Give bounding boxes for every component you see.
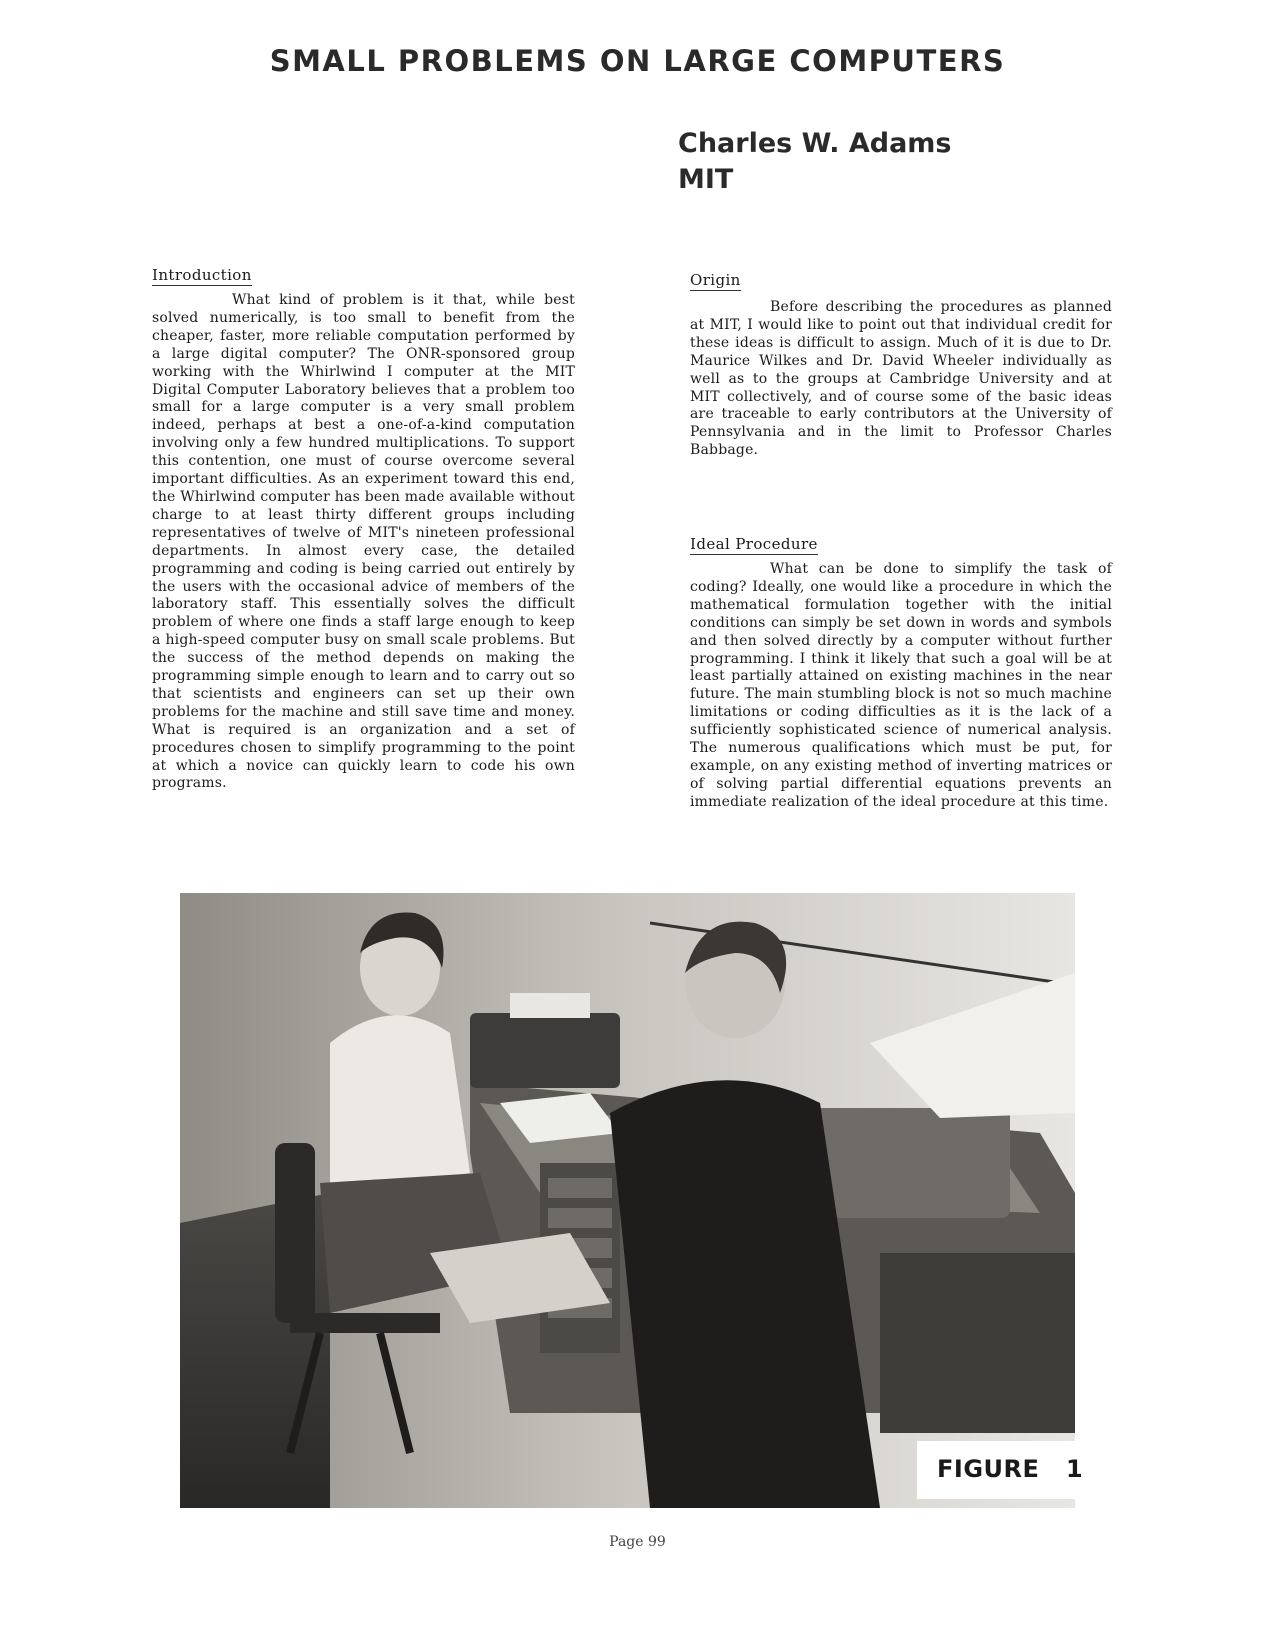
origin-paragraph: Before describing the procedures as planned at MIT, I would like to point out that individual credit for these ideas is difficult to assign. Much of it is due to Dr. Maurice Wilkes and Dr. David Wheeler individually as well as to the groups at Cambridge University and at MIT collectively, and of course some of the basic ideas are traceable to early contributors at the University of Pennsylvania and in the limit to Professor Charles Babbage. xyxy=(690,299,1112,459)
section-heading-ideal-procedure: Ideal Procedure xyxy=(690,535,818,553)
figure-photograph xyxy=(180,893,1075,1508)
page-number: Page 99 xyxy=(609,1534,666,1550)
section-body-ideal-procedure xyxy=(690,561,1112,812)
paper-title: SMALL PROBLEMS ON LARGE COMPUTERS xyxy=(269,44,1006,78)
author-name: Charles W. Adams xyxy=(678,128,952,159)
section-heading-origin: Origin xyxy=(690,271,741,289)
author-block xyxy=(678,126,952,198)
section-body-introduction xyxy=(152,292,575,793)
photograph-illustration xyxy=(180,893,1075,1508)
ideal-procedure-paragraph: What can be done to simplify the task of coding? Ideally, one would like a procedure in which the mathematical formulation together with the initial conditions can simply be set down in words and symbols and then solved directly by a computer without further programming. I think it likely that such a goal will be at least partially attained on existing machines in the near future. The main stumbling block is not so much machine limitations or coding difficulties as it is the lack of a sufficiently sophisticated science of numerical analysis. The numerous qualifications which must be put, for example, on any existing method of inverting matrices or of solving partial differential equations prevents an immediate realization of the ideal procedure at this time. xyxy=(690,561,1112,810)
figure-label: FIGURE 1 xyxy=(917,1441,1075,1499)
section-body-origin xyxy=(690,299,1112,460)
section-heading-introduction: Introduction xyxy=(152,266,252,284)
introduction-paragraph: What kind of problem is it that, while best solved numerically, is too small to benefit from the cheaper, faster, more reliable computation performed by a large digital computer? The ONR-sponsored group working with the Whirlwind I computer at the MIT Digital Computer Laboratory believes that a problem too small for a large computer is a very small problem indeed, perhaps at best a one-of-a-kind computation involving only a few hundred multiplications. To support this contention, one must of course overcome several important difficulties. As an experiment toward this end, the Whirlwind computer has been made available without charge to at least thirty different groups including representatives of twelve of MIT's nineteen professional departments. In almost every case, the detailed programming and coding is being carried out entirely by the users with the occasional advice of members of the laboratory staff. This essentially solves the difficult problem of where one finds a staff large enough to keep a high-speed computer busy on small scale problems. But the success of the method depends on making the programming simple enough to learn and to carry out so that scientists and engineers can set up their own problems for the machine and still save time and money. What is required is an organization and a set of procedures chosen to simplify programming to the point at which a novice can quickly learn to code his own programs. xyxy=(152,292,575,792)
author-affiliation: MIT xyxy=(678,164,734,195)
